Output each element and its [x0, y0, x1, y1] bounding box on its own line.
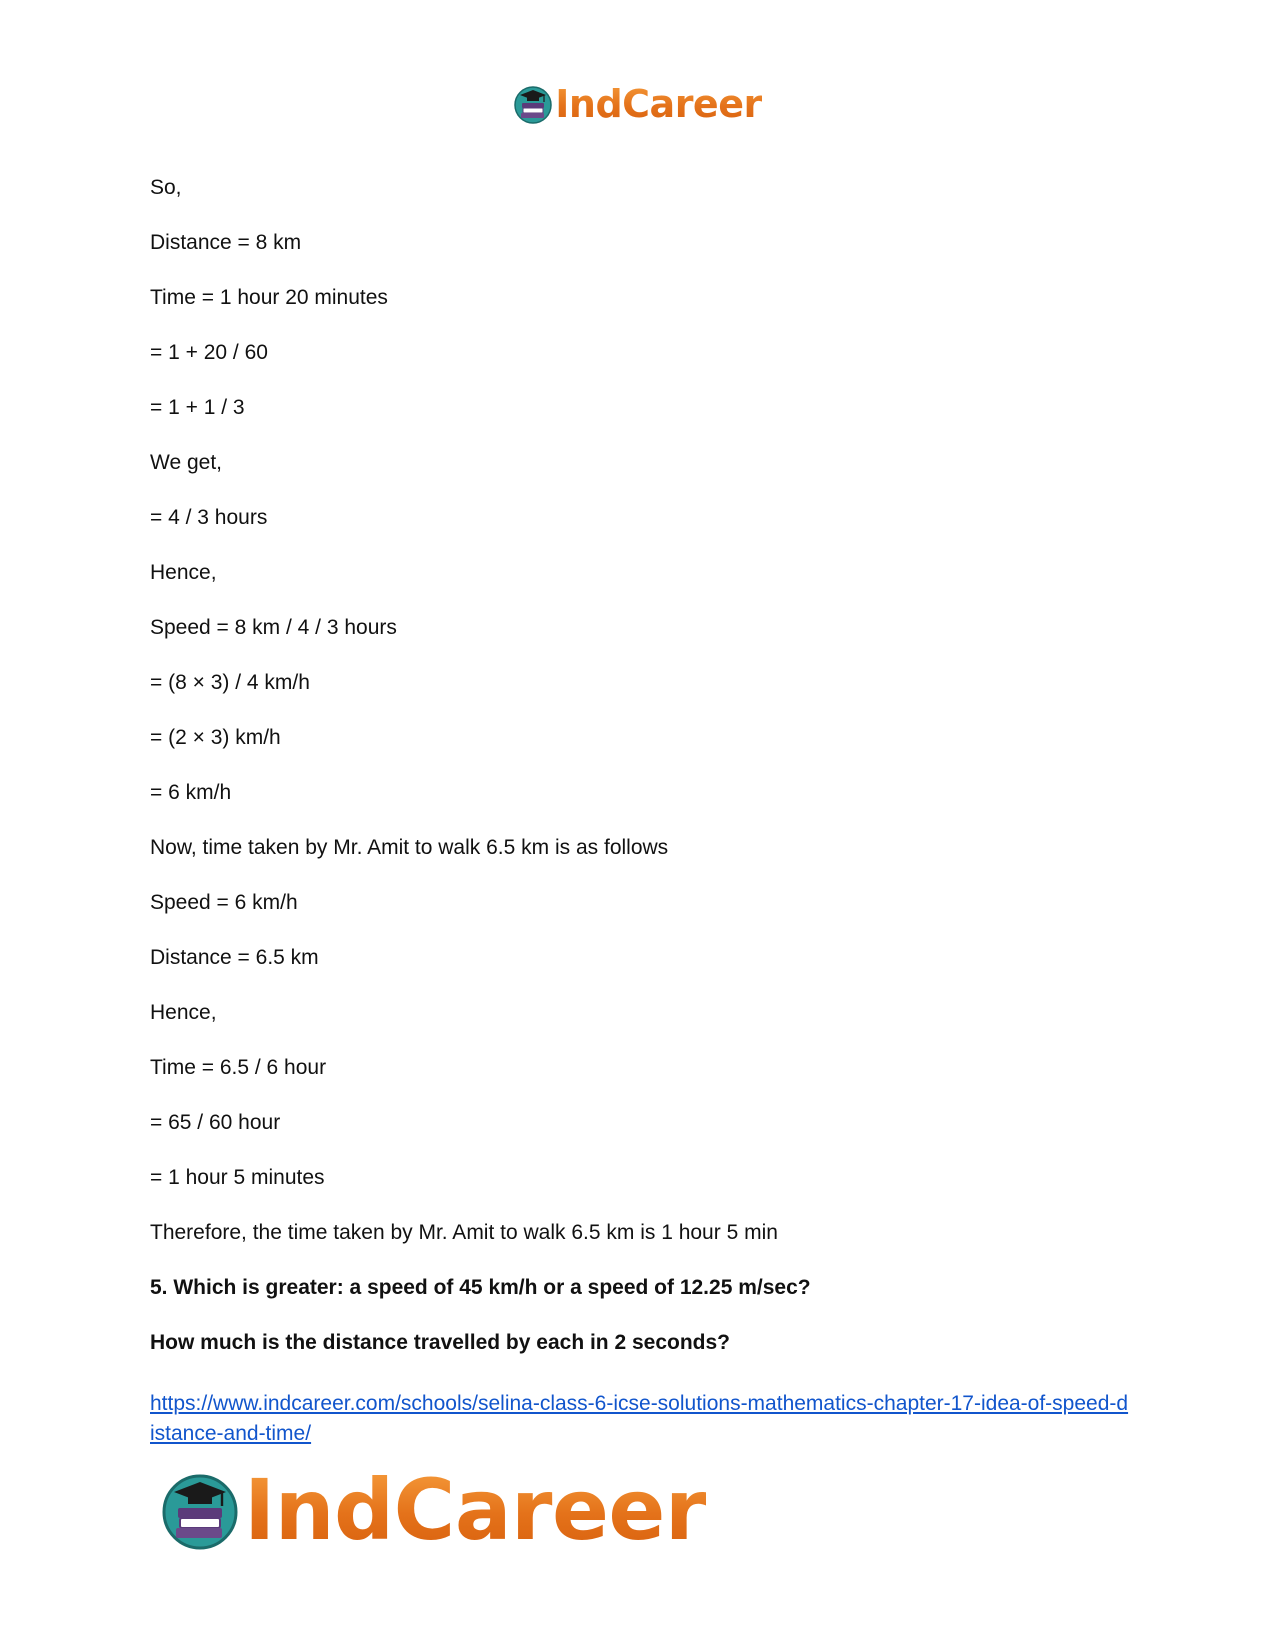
logo-wordmark: IndCareer [244, 1461, 706, 1559]
text-line: = (8 × 3) / 4 km/h [150, 671, 310, 694]
header-logo [0, 76, 1275, 132]
indcareer-logo [513, 82, 761, 126]
globe-books-icon [160, 1470, 240, 1550]
text-line: We get, [150, 451, 222, 474]
footer-logo [160, 1461, 706, 1559]
text-line: Speed = 8 km / 4 / 3 hours [150, 616, 397, 639]
text-line: Now, time taken by Mr. Amit to walk 6.5 km is as follows [150, 836, 669, 859]
text-line: Therefore, the time taken by Mr. Amit to walk 6.5 km is 1 hour 5 min [150, 1221, 778, 1244]
text-line: = 6 km/h [150, 781, 232, 804]
question-subheading: How much is the distance travelled by each in 2 seconds? [150, 1331, 731, 1354]
logo-wordmark: IndCareer [555, 82, 762, 126]
document-body [150, 176, 1130, 1449]
question-heading: 5. Which is greater: a speed of 45 km/h or a speed of 12.25 m/sec? [150, 1276, 811, 1299]
text-line: = 1 hour 5 minutes [150, 1166, 325, 1189]
text-line: So, [150, 176, 182, 199]
text-line: = 1 + 1 / 3 [150, 396, 245, 419]
text-line: Hence, [150, 1001, 217, 1024]
text-line: Distance = 8 km [150, 231, 302, 254]
indcareer-logo-large [160, 1461, 706, 1559]
text-line: = 1 + 20 / 60 [150, 341, 268, 364]
text-line: Speed = 6 km/h [150, 891, 298, 914]
source-link[interactable]: https://www.indcareer.com/schools/selina-class-6-icse-solutions-mathematics-chapter-17-idea-of-speed-distance-and-time/ [150, 1392, 1129, 1445]
text-line: Time = 6.5 / 6 hour [150, 1056, 327, 1079]
text-line: Distance = 6.5 km [150, 946, 319, 969]
text-line: Time = 1 hour 20 minutes [150, 286, 388, 309]
text-line: = 4 / 3 hours [150, 506, 268, 529]
globe-books-icon [513, 84, 553, 124]
text-line: Hence, [150, 561, 217, 584]
text-line: = (2 × 3) km/h [150, 726, 281, 749]
text-line: = 65 / 60 hour [150, 1111, 281, 1134]
